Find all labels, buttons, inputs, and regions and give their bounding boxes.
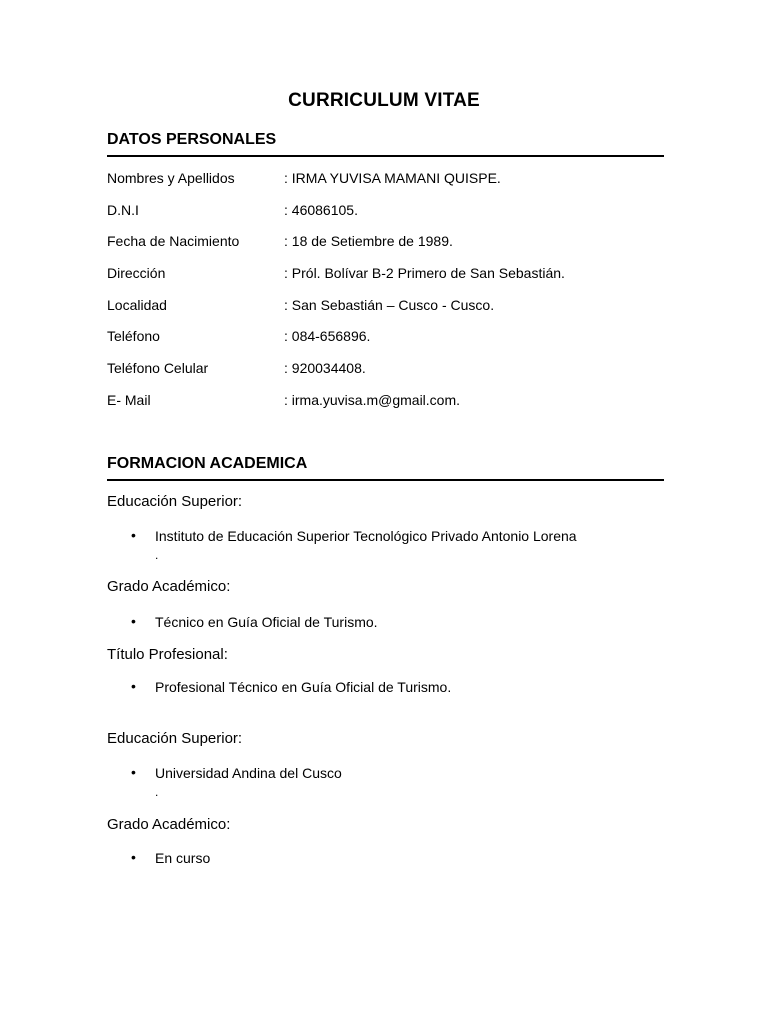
subheading-grado-academico: Grado Académico: xyxy=(107,578,231,595)
info-value: : 18 de Setiembre de 1989. xyxy=(284,233,453,249)
list-item-text: Técnico en Guía Oficial de Turismo. xyxy=(155,614,378,630)
period-mark: . xyxy=(155,785,159,799)
subheading-grado-academico: Grado Académico: xyxy=(107,816,231,833)
info-label: E- Mail xyxy=(107,392,151,408)
info-label: Fecha de Nacimiento xyxy=(107,233,240,249)
info-value: : 46086105. xyxy=(284,202,358,218)
info-value: : Pról. Bolívar B-2 Primero de San Sebastián. xyxy=(284,265,565,281)
info-label: Nombres y Apellidos xyxy=(107,170,235,186)
info-label: Localidad xyxy=(107,297,167,313)
section-heading-formacion-academica: FORMACION ACADEMICA xyxy=(107,455,664,481)
info-label: Teléfono xyxy=(107,328,160,344)
list-item-text: Profesional Técnico en Guía Oficial de Turismo. xyxy=(155,679,452,695)
info-value: : 920034408. xyxy=(284,360,366,376)
bullet-icon: • xyxy=(131,527,136,543)
info-label: Dirección xyxy=(107,265,166,281)
page-title: CURRICULUM VITAE xyxy=(288,90,480,111)
info-value: : 084-656896. xyxy=(284,328,371,344)
list-item-text: En curso xyxy=(155,850,211,866)
info-value: : irma.yuvisa.m@gmail.com. xyxy=(284,392,461,408)
list-item-text: Universidad Andina del Cusco xyxy=(155,765,342,781)
subheading-educacion-superior: Educación Superior: xyxy=(107,730,243,747)
info-label: Teléfono Celular xyxy=(107,360,209,376)
list-item-text: Instituto de Educación Superior Tecnológico Privado Antonio Lorena xyxy=(155,528,577,544)
info-label: D.N.I xyxy=(107,202,139,218)
info-value: : IRMA YUVISA MAMANI QUISPE. xyxy=(284,170,501,186)
bullet-icon: • xyxy=(131,764,136,780)
info-value: : San Sebastián – Cusco - Cusco. xyxy=(284,297,495,313)
bullet-icon: • xyxy=(131,849,136,865)
period-mark: . xyxy=(155,548,159,562)
subheading-educacion-superior: Educación Superior: xyxy=(107,493,243,510)
section-heading-datos-personales: DATOS PERSONALES xyxy=(107,131,664,157)
subheading-titulo-profesional: Título Profesional: xyxy=(107,646,228,663)
bullet-icon: • xyxy=(131,613,136,629)
bullet-icon: • xyxy=(131,678,136,694)
